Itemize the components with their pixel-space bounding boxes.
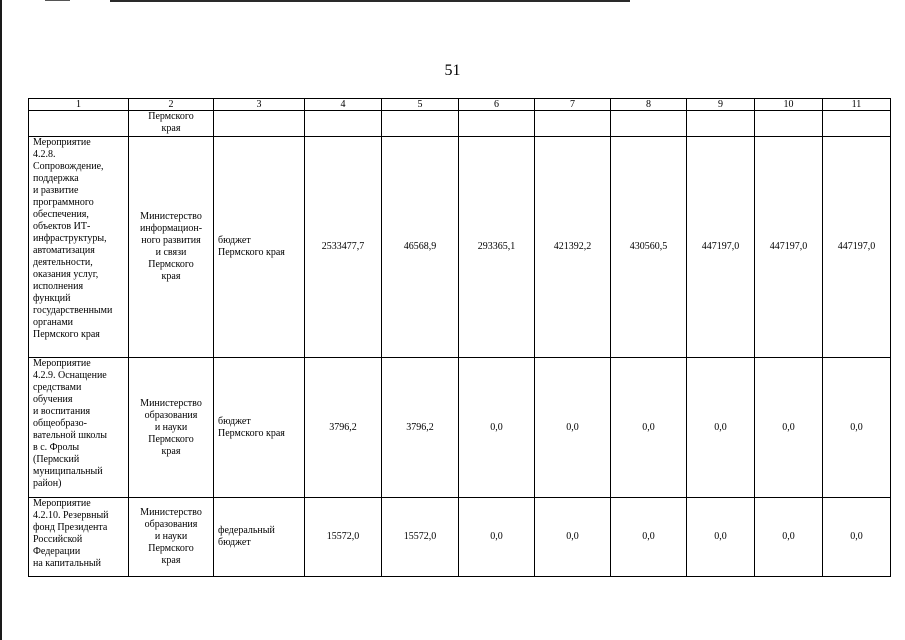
table-row xyxy=(29,358,891,498)
value-cell-col-5: 46568,9 xyxy=(382,137,459,358)
continuation-cell-7 xyxy=(535,111,611,137)
funding-source-cell: бюджет Пермского края xyxy=(214,137,305,358)
continuation-executor: Пермского края xyxy=(129,111,214,137)
continuation-cell-3 xyxy=(214,111,305,137)
funding-source-cell: бюджет Пермского края xyxy=(214,358,305,498)
column-number-10: 10 xyxy=(755,99,823,111)
funding-source-cell: федеральный бюджет xyxy=(214,498,305,577)
column-number-row xyxy=(29,99,891,111)
value-cell-col-7: 421392,2 xyxy=(535,137,611,358)
activity-cell: Мероприятие 4.2.9. Оснащение средствами обучения и воспитания общеобразо- вательной школы в с. Фролы (Пермский муниципальный район) xyxy=(29,358,129,498)
column-number-9: 9 xyxy=(687,99,755,111)
value-cell-col-6: 0,0 xyxy=(459,358,535,498)
value-cell-col-9: 0,0 xyxy=(687,358,755,498)
scan-edge-left xyxy=(0,0,2,640)
value-cell-col-10: 447197,0 xyxy=(755,137,823,358)
activity-cell: Мероприятие 4.2.10. Резервный фонд Президента Российской Федерации на капитальный xyxy=(29,498,129,577)
activity-cell: Мероприятие 4.2.8. Сопровождение, поддержка и развитие программного обеспечения, объектов ИТ- инфраструктуры, автоматизация деятельности, оказания услуг, исполнения функций государственными органами Пермского края xyxy=(29,137,129,358)
page-number: 51 xyxy=(444,62,461,79)
continuation-cell-5 xyxy=(382,111,459,137)
column-number-11: 11 xyxy=(823,99,891,111)
column-number-8: 8 xyxy=(611,99,687,111)
continuation-cell-8 xyxy=(611,111,687,137)
value-cell-col-8: 0,0 xyxy=(611,498,687,577)
value-cell-col-4: 2533477,7 xyxy=(305,137,382,358)
continuation-cell-4 xyxy=(305,111,382,137)
value-cell-col-4: 3796,2 xyxy=(305,358,382,498)
column-number-6: 6 xyxy=(459,99,535,111)
column-number-2: 2 xyxy=(129,99,214,111)
continuation-cell-9 xyxy=(687,111,755,137)
value-cell-col-11: 0,0 xyxy=(823,498,891,577)
value-cell-col-5: 15572,0 xyxy=(382,498,459,577)
scan-mark-top xyxy=(45,0,70,1)
table-body xyxy=(29,99,891,577)
value-cell-col-10: 0,0 xyxy=(755,498,823,577)
continuation-cell-6 xyxy=(459,111,535,137)
value-cell-col-5: 3796,2 xyxy=(382,358,459,498)
executor-cell: Министерство информацион- ного развития и связи Пермского края xyxy=(129,137,214,358)
table-row xyxy=(29,498,891,577)
value-cell-col-10: 0,0 xyxy=(755,358,823,498)
continuation-cell-10 xyxy=(755,111,823,137)
table-row xyxy=(29,137,891,358)
funding-table xyxy=(28,98,891,577)
value-cell-col-7: 0,0 xyxy=(535,358,611,498)
column-number-3: 3 xyxy=(214,99,305,111)
executor-cell: Министерство образования и науки Пермского края xyxy=(129,358,214,498)
executor-cell: Министерство образования и науки Пермского края xyxy=(129,498,214,577)
value-cell-col-9: 0,0 xyxy=(687,498,755,577)
continuation-cell-1 xyxy=(29,111,129,137)
column-number-4: 4 xyxy=(305,99,382,111)
value-cell-col-6: 0,0 xyxy=(459,498,535,577)
value-cell-col-7: 0,0 xyxy=(535,498,611,577)
value-cell-col-8: 430560,5 xyxy=(611,137,687,358)
value-cell-col-9: 447197,0 xyxy=(687,137,755,358)
column-number-1: 1 xyxy=(29,99,129,111)
value-cell-col-11: 0,0 xyxy=(823,358,891,498)
continuation-cell-11 xyxy=(823,111,891,137)
column-number-5: 5 xyxy=(382,99,459,111)
column-number-7: 7 xyxy=(535,99,611,111)
value-cell-col-6: 293365,1 xyxy=(459,137,535,358)
value-cell-col-11: 447197,0 xyxy=(823,137,891,358)
value-cell-col-4: 15572,0 xyxy=(305,498,382,577)
scan-edge-top xyxy=(110,0,630,2)
continuation-row xyxy=(29,111,891,137)
value-cell-col-8: 0,0 xyxy=(611,358,687,498)
